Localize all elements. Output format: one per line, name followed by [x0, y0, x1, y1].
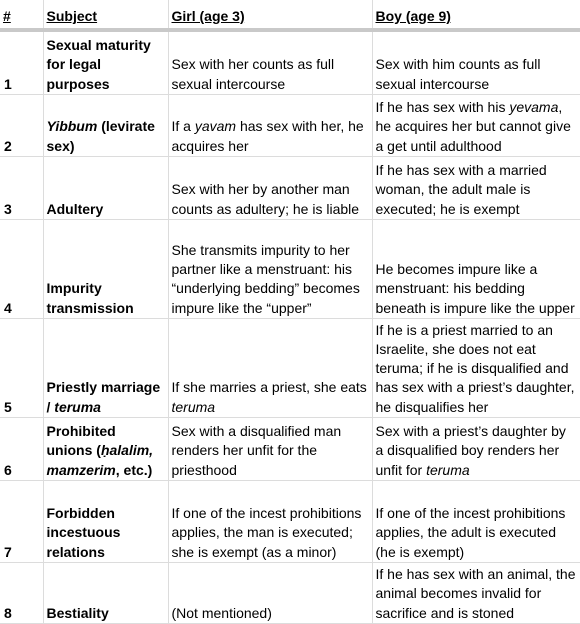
row-girl: If one of the incest prohibitions applies, the man is executed; she is exempt (as a minor): [168, 481, 372, 563]
row-girl: [168, 95, 372, 157]
subject-text: , etc.): [115, 461, 153, 478]
boy-text: If he has sex with his: [375, 99, 510, 116]
row-girl: Sex with her by another man counts as adultery; he is liable: [168, 157, 372, 220]
header-number: #: [0, 0, 43, 30]
row-boy: If he has sex with a married woman, the adult male is executed; he is exempt: [372, 157, 580, 220]
girl-text: If a: [171, 118, 195, 135]
row-boy: If he has sex with an animal, the animal becomes invalid for sacrifice and is stoned: [372, 563, 580, 624]
row-girl: She transmits impurity to her partner like a menstruant: his “underlying bedding” becomes impure like the “upper”: [168, 220, 372, 319]
row-subject: [43, 418, 168, 481]
header-girl: Girl (age 3): [168, 0, 372, 30]
row-girl: (Not mentioned): [168, 563, 372, 624]
row-subject: Forbidden incestuous relations: [43, 481, 168, 563]
table-row: [0, 481, 580, 563]
girl-text: If she marries a priest, she eats: [171, 379, 367, 396]
row-boy: If he is a priest married to an Israelite, she does not eat teruma; if he is disqualified and has sex with a priest’s daughter, he disqualifies her: [372, 319, 580, 418]
row-subject: Sexual maturity for legal purposes: [43, 30, 168, 95]
row-subject: Adultery: [43, 157, 168, 220]
row-number: 3: [0, 157, 43, 220]
row-girl: Sex with a disqualified man renders her unfit for the priesthood: [168, 418, 372, 481]
header-boy: Boy (age 9): [372, 0, 580, 30]
table-row: [0, 157, 580, 220]
table-row: [0, 563, 580, 624]
row-number: 6: [0, 418, 43, 481]
table-row: [0, 95, 580, 157]
subject-italic: Yibbum: [46, 118, 98, 135]
boy-text: Sex with a priest’s daughter by a disqualified boy renders her unfit for: [375, 423, 566, 478]
boy-italic: yevama: [509, 99, 559, 116]
row-subject: Impurity transmission: [43, 220, 168, 319]
subject-italic: ḥalalim, mamzerim: [46, 442, 154, 478]
row-girl: Sex with her counts as full sexual intercourse: [168, 30, 372, 95]
header-subject: Subject: [43, 0, 168, 30]
table-row: [0, 418, 580, 481]
row-subject: [43, 95, 168, 157]
row-number: 8: [0, 563, 43, 624]
girl-italic: yavam: [194, 118, 237, 135]
row-number: 5: [0, 319, 43, 418]
header-row: [0, 0, 580, 30]
girl-text: has sex with her, he acquires her: [171, 118, 364, 154]
table-row: [0, 30, 580, 95]
row-boy: Sex with him counts as full sexual intercourse: [372, 30, 580, 95]
boy-italic: teruma: [426, 461, 470, 478]
table-row: [0, 220, 580, 319]
row-boy: [372, 95, 580, 157]
row-number: 4: [0, 220, 43, 319]
row-boy: He becomes impure like a menstruant: his bedding beneath is impure like the upper: [372, 220, 580, 319]
girl-italic: teruma: [171, 398, 216, 415]
row-subject: Bestiality: [43, 563, 168, 624]
row-subject: [43, 319, 168, 418]
subject-text: Prohibited unions (: [46, 423, 116, 459]
subject-rest: (levirate sex): [46, 118, 155, 154]
row-number: 1: [0, 30, 43, 95]
row-girl: [168, 319, 372, 418]
row-number: 7: [0, 481, 43, 563]
row-boy: If one of the incest prohibitions applies, the adult is executed (he is exempt): [372, 481, 580, 563]
row-number: 2: [0, 95, 43, 157]
row-boy: [372, 418, 580, 481]
table-row: [0, 319, 580, 418]
boy-text: , he acquires her but cannot give a get until adulthood: [375, 99, 571, 154]
subject-italic: teruma: [54, 398, 101, 415]
subject-text: Priestly marriage /: [46, 379, 161, 415]
